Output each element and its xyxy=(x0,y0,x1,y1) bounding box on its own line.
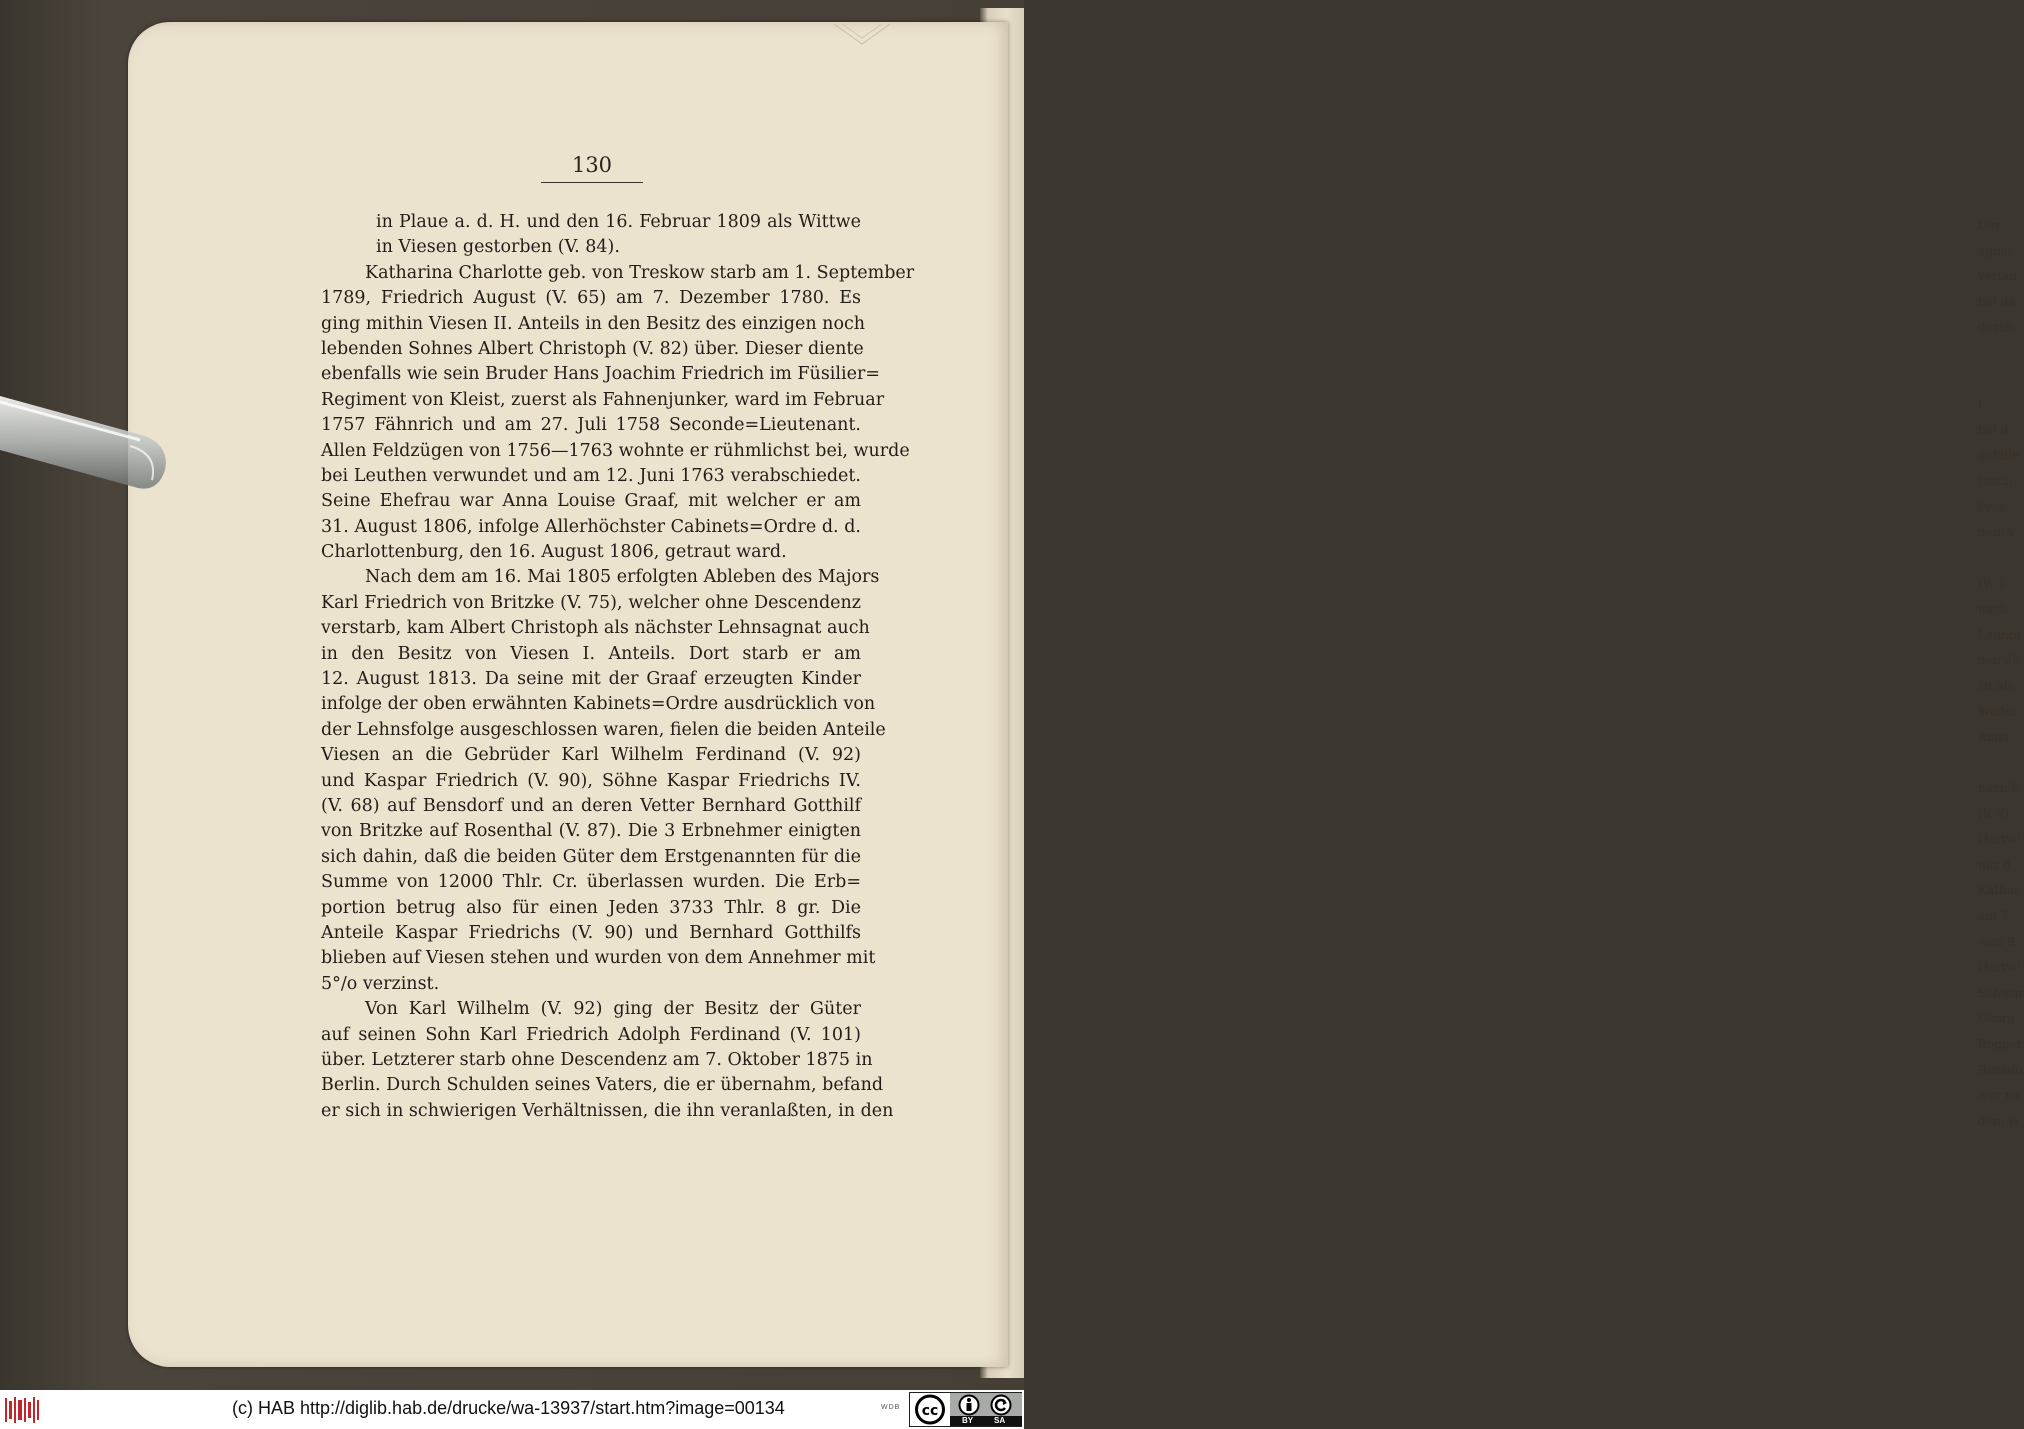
page-fold-marks xyxy=(832,22,892,46)
margin-fragment: ist als xyxy=(1978,678,2014,693)
page-number-rule xyxy=(541,182,643,183)
margin-fragment: Der xyxy=(1978,218,2001,232)
text-line: 31. August 1806, infolge Allerhöchster Cabinets=Ordre d. d. xyxy=(321,516,861,537)
margin-fragment: durch xyxy=(1978,320,2014,335)
cc-license-badge[interactable] xyxy=(909,1392,1022,1427)
license-sa-label: SA xyxy=(994,1416,1006,1425)
text-line: Berlin. Durch Schulden seines Vaters, die er übernahm, befand xyxy=(321,1075,884,1096)
text-line: und Kaspar Friedrich (V. 90), Söhne Kaspar Friedrichs IV. xyxy=(321,770,861,791)
margin-fragment: vom 9. xyxy=(1978,934,2019,949)
margin-fragment: Georg xyxy=(1978,1011,2016,1026)
margin-fragment: Schwar xyxy=(1978,985,2024,1000)
text-line: Anteile Kaspar Friedrichs (V. 90) und Bernhard Gotthilfs xyxy=(321,922,861,943)
text-line: ebenfalls wie sein Bruder Hans Joachim Friedrich im Füsilier= xyxy=(321,364,880,385)
margin-fragment xyxy=(1978,367,2008,393)
wdb-mark: WDB xyxy=(881,1404,901,1411)
text-line: 12. August 1813. Da seine mit der Graaf erzeugten Kinder xyxy=(321,669,861,690)
text-line: (V. 68) auf Bensdorf und an deren Vetter Bernhard Gotthilf xyxy=(321,795,861,816)
margin-fragment: nach xyxy=(1978,601,2008,616)
library-barcode-logo xyxy=(4,1395,40,1425)
text-line: Viesen an die Gebrüder Karl Wilhelm Ferdinand (V. 92) xyxy=(321,745,861,766)
margin-fragment: Hartwi xyxy=(1978,832,2021,847)
text-line: bei Leuthen verwundet und am 12. Juni 1763 verabschiedet. xyxy=(321,465,861,486)
text-line: er sich in schwierigen Verhältnissen, die ihn veranlaßten, in den xyxy=(321,1100,894,1121)
margin-fragment: ( xyxy=(1978,397,1983,412)
text-line: verstarb, kam Albert Christoph als nächster Lehnsagnat auch xyxy=(321,618,870,639)
text-line: Katharina Charlotte geb. von Treskow starb am 1. September xyxy=(365,262,915,283)
text-line: 1789, Friedrich August (V. 65) am 7. Dezember 1780. Es xyxy=(321,288,861,309)
page-body-text xyxy=(321,210,915,1124)
text-line: sich dahin, daß die beiden Güter dem Erstgenannten für die xyxy=(321,846,861,867)
margin-fragment: Prov. xyxy=(1978,499,2009,514)
text-line: Regiment von Kleist, zuerst als Fahnenjunker, ward im Februar xyxy=(321,389,885,410)
text-line: in Viesen gestorben (V. 84). xyxy=(376,237,620,258)
margin-fragment xyxy=(1978,341,2008,367)
margin-fragment: nach F xyxy=(1978,781,2020,796)
share-alike-icon xyxy=(990,1394,1012,1416)
margin-fragment: nur d xyxy=(1978,857,2011,872)
svg-text:cc: cc xyxy=(921,1403,939,1419)
margin-fragment xyxy=(1978,546,2008,572)
margin-fragment: agnat xyxy=(1978,243,2013,258)
margin-fragment: bei de xyxy=(1978,294,2016,309)
cc-icon xyxy=(913,1394,947,1425)
text-line: ging mithin Viesen II. Anteils in den Besitz des einzigen noch xyxy=(321,313,866,334)
text-line: blieben auf Viesen stehen und wurden von dem Annehmer mit xyxy=(321,948,876,969)
margin-fragment: Anna xyxy=(1978,729,2010,744)
footer-bar xyxy=(0,1390,1024,1429)
glass-weight-tool xyxy=(0,388,175,508)
text-line: Seine Ehefrau war Anna Louise Graaf, mit welcher er am xyxy=(321,491,861,512)
text-line: von Britzke auf Rosenthal (V. 87). Die 3 Erbnehmer einigten xyxy=(321,821,861,842)
margin-fragment: Bensdo xyxy=(1978,1062,2023,1077)
text-line: 1757 Fähnrich und am 27. Juli 1758 Seconde=Lieutenant. xyxy=(321,415,861,436)
margin-fragment: Weiter xyxy=(1978,704,2018,719)
text-line: Summe von 12000 Thlr. Cr. überlassen wurden. Die Erb= xyxy=(321,872,861,893)
text-line: Karl Friedrich von Britzke (V. 75), welcher ohne Descendenz xyxy=(321,592,861,613)
margin-fragment: gefalle xyxy=(1978,448,2020,463)
margin-fragment: Rogger xyxy=(1978,1037,2023,1051)
text-line: Von Karl Wilhelm (V. 92) ging der Besitz der Güter xyxy=(365,999,861,1020)
next-page-margin-text xyxy=(1978,213,2024,1134)
margin-fragment: wor na xyxy=(1978,1088,2020,1103)
text-line: der Lehnsfolge ausgeschlossen waren, fielen die beiden Anteile xyxy=(321,719,886,740)
license-by-label: BY xyxy=(962,1416,974,1425)
margin-fragment: Kathar xyxy=(1978,883,2020,898)
margin-fragment: (V. 2) xyxy=(1978,806,2010,821)
margin-fragment: Hartwi xyxy=(1978,960,2021,975)
margin-fragment: dem W xyxy=(1978,1113,2021,1128)
text-line: Nach dem am 16. Mai 1805 erfolgten Ableben des Majors xyxy=(365,567,880,588)
text-line: über. Letzterer starb ohne Descendenz am 7. Oktober 1875 in xyxy=(321,1049,873,1070)
margin-fragment: (V. 3 xyxy=(1978,576,2005,591)
margin-fragment: (nach xyxy=(1978,473,2013,488)
margin-fragment: Lehnbr xyxy=(1978,627,2022,642)
text-line: 5°/o verzinst. xyxy=(321,973,440,994)
margin-fragment: verfau xyxy=(1978,269,2017,284)
attribution-icon xyxy=(958,1394,980,1416)
page-number: 130 xyxy=(571,153,613,177)
margin-fragment: dem v xyxy=(1978,525,2015,540)
margin-fragment: bei d xyxy=(1978,422,2009,437)
text-line: in Plaue a. d. H. und den 16. Februar 1809 als Wittwe xyxy=(376,212,861,232)
copyright-link[interactable]: (c) HAB http://diglib.hab.de/drucke/wa-13937/start.htm?image=00134 xyxy=(232,1398,785,1418)
text-line: Allen Feldzügen von 1756—1763 wohnte er rühmlichst bei, wurde xyxy=(321,440,910,461)
margin-fragment xyxy=(1978,750,2008,776)
text-line: portion betrug also für einen Jeden 3733 Thlr. 8 gr. Die xyxy=(321,897,861,918)
text-line: Charlottenburg, den 16. August 1806, getraut ward. xyxy=(321,542,787,563)
margin-fragment: auf K xyxy=(1978,909,2011,924)
margin-fragment: den 28 xyxy=(1978,653,2020,668)
text-line: auf seinen Sohn Karl Friedrich Adolph Ferdinand (V. 101) xyxy=(321,1024,861,1045)
text-line: lebenden Sohnes Albert Christoph (V. 82) über. Dieser diente xyxy=(321,338,864,359)
text-line: in den Besitz von Viesen I. Anteils. Dort starb er am xyxy=(321,643,861,664)
text-line: infolge der oben erwähnten Kabinets=Ordre ausdrücklich von xyxy=(321,694,876,715)
